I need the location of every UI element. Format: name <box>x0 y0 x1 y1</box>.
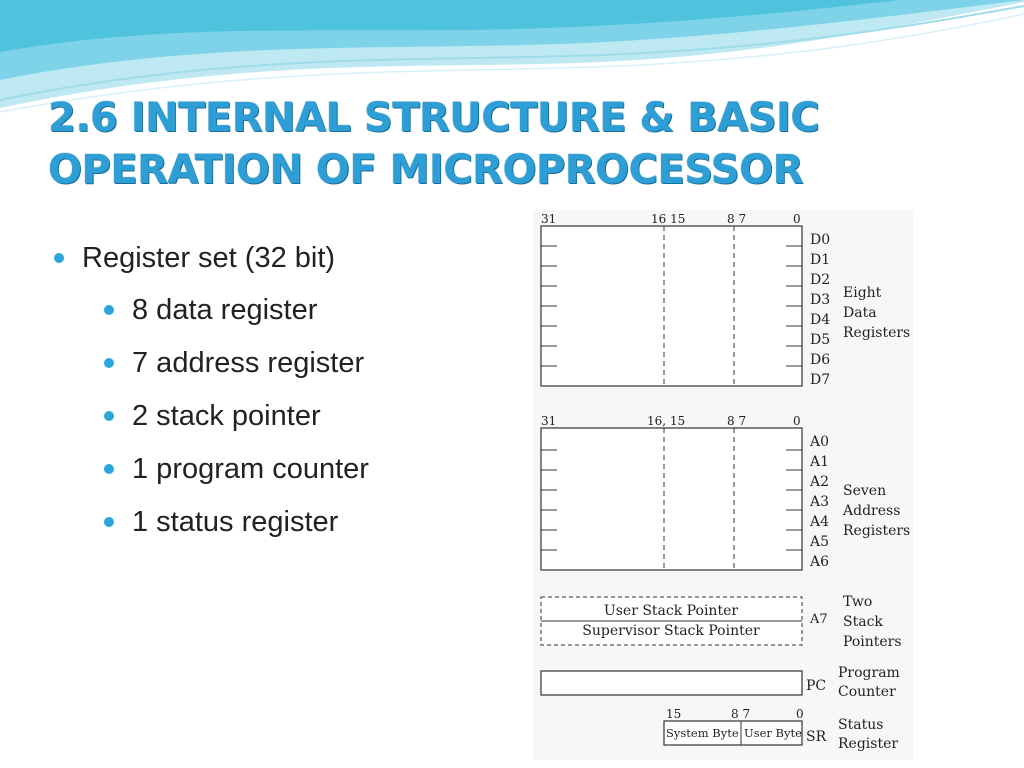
bullet-register-set: Register set (32 bit) <box>52 232 369 284</box>
reg-a2: A2 <box>810 474 830 490</box>
pc-label-line-2: Counter <box>838 684 896 700</box>
sr-system-byte: System Byte <box>666 726 739 740</box>
reg-a1: A1 <box>810 454 830 470</box>
bullet-dot-icon <box>104 517 114 527</box>
addr-bit-0: 0 <box>793 414 801 428</box>
bullet-dot-icon <box>54 253 64 263</box>
data-label-line-1: Eight <box>843 285 882 301</box>
reg-a7: A7 <box>810 612 828 627</box>
supervisor-stack-pointer: Supervisor Stack Pointer <box>582 623 760 639</box>
address-label-line-1: Seven <box>843 483 887 499</box>
bullet-dot-icon <box>104 305 114 315</box>
stack-label-line-2: Stack <box>843 614 883 630</box>
reg-d3: D3 <box>810 292 831 308</box>
reg-pc: PC <box>806 678 827 694</box>
address-label-line-2: Address <box>843 503 901 519</box>
addr-bit-8-7: 8 7 <box>727 414 747 428</box>
reg-sr: SR <box>806 729 827 745</box>
register-diagram <box>533 210 913 760</box>
sr-user-byte: User Byte <box>744 726 802 740</box>
bullet-status-register: 1 status register <box>52 496 369 549</box>
addr-bit-16-15: 16, 15 <box>647 414 686 428</box>
addr-bit-31: 31 <box>541 414 557 428</box>
data-bit-8-7: 8 7 <box>727 212 747 226</box>
stack-label-line-3: Pointers <box>843 634 902 650</box>
reg-d1: D1 <box>810 252 831 268</box>
sr-label-line-1: Status <box>838 717 884 733</box>
bullet-dot-icon <box>104 464 114 474</box>
sr-bit-15: 15 <box>666 707 682 721</box>
reg-d6: D6 <box>810 352 831 368</box>
data-bit-31: 31 <box>541 212 557 226</box>
reg-d4: D4 <box>810 312 831 328</box>
data-bit-16-15: 16 15 <box>651 212 686 226</box>
data-label-line-3: Registers <box>843 325 911 341</box>
reg-a6: A6 <box>810 554 830 570</box>
address-label-line-3: Registers <box>843 523 911 539</box>
reg-d0: D0 <box>810 232 831 248</box>
bullet-dot-icon <box>104 411 114 421</box>
bullet-data-register: 8 data register <box>52 284 369 337</box>
stack-label-line-1: Two <box>843 594 873 610</box>
reg-d7: D7 <box>810 372 831 388</box>
data-label-line-2: Data <box>843 305 877 321</box>
bullet-address-register: 7 address register <box>52 337 369 390</box>
user-stack-pointer: User Stack Pointer <box>603 603 739 619</box>
reg-a5: A5 <box>810 534 830 550</box>
sr-bit-8-7: 8 7 <box>731 707 751 721</box>
sr-label-line-2: Register <box>838 736 899 752</box>
bullet-dot-icon <box>104 358 114 368</box>
slide-title <box>48 92 819 196</box>
bullet-stack-pointer: 2 stack pointer <box>52 390 369 443</box>
bullet-list <box>52 232 369 549</box>
reg-a0: A0 <box>810 434 830 450</box>
sr-bit-0: 0 <box>796 707 804 721</box>
data-bit-0: 0 <box>793 212 801 226</box>
reg-a4: A4 <box>810 514 830 530</box>
reg-d5: D5 <box>810 332 831 348</box>
reg-d2: D2 <box>810 272 831 288</box>
pc-label-line-1: Program <box>838 665 900 681</box>
slide-title-line-1: 2.6 INTERNAL STRUCTURE & BASIC <box>48 95 820 141</box>
slide-title-line-2: OPERATION OF MICROPROCESSOR <box>48 147 803 193</box>
bullet-program-counter: 1 program counter <box>52 443 369 496</box>
stack-pointer-block <box>541 594 902 650</box>
reg-a3: A3 <box>810 494 830 510</box>
